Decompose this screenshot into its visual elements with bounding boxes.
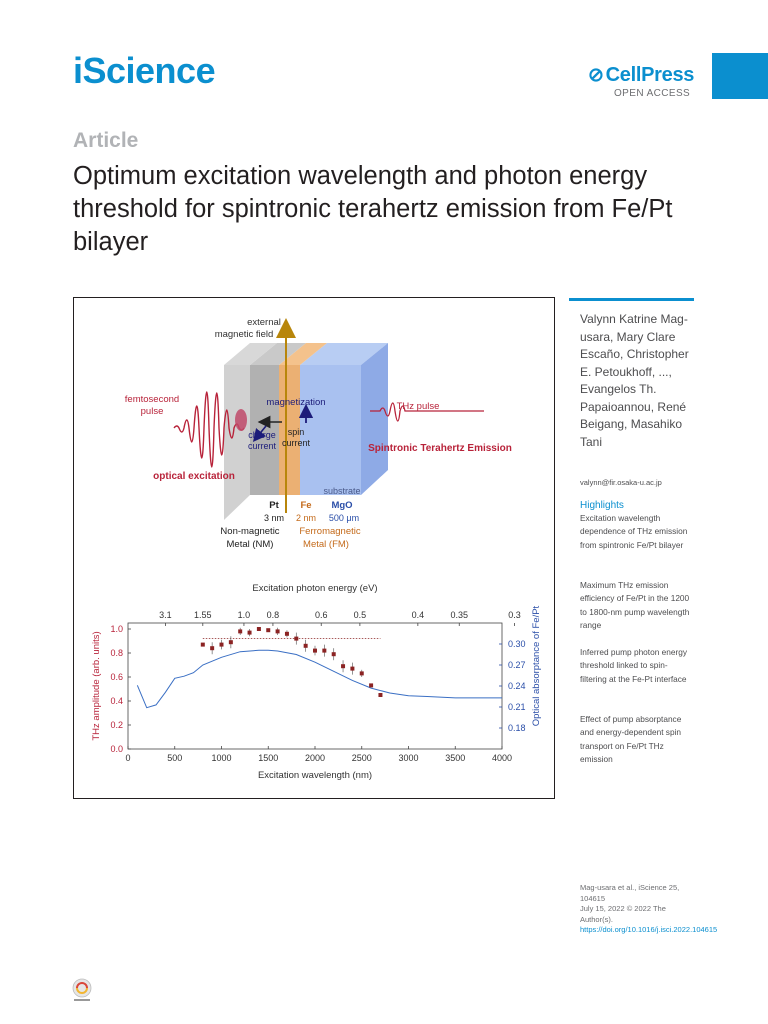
publisher-name: CellPress [605,64,695,86]
x-axis-label: Excitation wavelength (nm) [257,770,373,781]
data-point [350,667,354,671]
x-tick-label: 0 [125,753,131,763]
highlight-item: Inferred pump photon energy threshold linked to spin-filtering at the Fe-Pt interface [580,647,688,684]
absorptance-line [137,650,502,707]
data-point [257,627,261,631]
top-tick-label: 1.55 [194,610,212,620]
data-point [378,693,382,697]
highlight-item: Effect of pump absorptance and energy-dependent spin transport on Fe/Pt THz emission [580,714,682,764]
data-point [229,640,233,644]
nm-label-2: Metal (NM) [226,539,274,550]
top-tick-label: 1.0 [237,610,251,620]
data-point [360,671,364,675]
open-access-label: OPEN ACCESS [614,88,691,99]
y-tick-label: 0.2 [110,720,123,730]
data-point [276,629,280,633]
top-tick-label: 0.5 [353,610,367,620]
top-tick-label: 0.4 [411,610,425,620]
top-tick-label: 0.3 [508,610,521,620]
thz-pulse-label: THz pulse [396,401,440,412]
pulse-label-1: femtosecond [124,394,180,405]
y-tick-label: 0.6 [110,672,123,682]
emission-label: Spintronic Terahertz Emission [368,443,512,454]
fm-label-1: Ferromagnetic [299,526,361,537]
x-tick-label: 1500 [258,753,279,763]
top-axis-label: Excitation photon energy (eV) [252,583,378,594]
spin-label-1: spin [287,427,305,437]
field-label-2: magnetic field [214,329,274,340]
nm-label-1: Non-magnetic [220,526,280,537]
thz-chart [91,583,542,781]
pulse-label-2: pulse [140,406,164,417]
highlights-heading: Highlights [580,500,624,511]
publisher-logo[interactable] [588,64,694,87]
top-tick-label: 0.6 [314,610,328,620]
highlight-item: Excitation wavelength dependence of THz emission from spintronic Fe/Pt bilayer [580,513,688,550]
x-tick-label: 2500 [351,753,372,763]
field-label-1: external [247,317,281,328]
citation-block [580,883,718,936]
layer-pt-name: Pt [269,500,279,511]
charge-label-2: current [247,441,277,451]
data-point [332,652,336,656]
x-tick-label: 3500 [445,753,466,763]
magnetization-label: magnetization [266,397,326,408]
data-point [285,632,289,636]
citation: Mag-usara et al., iScience 25, 104615 [580,883,680,903]
charge-label-1: charge [248,430,276,440]
updates-badge-icon [70,977,94,1003]
x-tick-label: 2000 [304,753,326,763]
article-type: Article [73,129,139,152]
data-point [248,631,252,635]
spin-label-2: current [281,438,311,448]
figure-svg [74,298,554,798]
data-point [294,637,298,641]
author-list: Valynn Katrine Mag-usara, Mary Clare Escaño, Christopher E. Petoukhoff, ..., Evangelos Th. Papaioannou, René Beigang, Masahiko Tani [580,312,689,449]
y2-tick-label: 0.18 [508,723,526,733]
pt-front-side [224,365,250,520]
data-point [322,649,326,653]
top-tick-label: 0.8 [266,610,280,620]
publication-date: July 15, 2022 © 2022 The Author(s). [580,904,666,924]
cellpress-icon: ⊘ [588,65,604,86]
y-axis-label: THz amplitude (arb. units) [91,631,102,741]
x-tick-label: 3000 [398,753,419,763]
y-tick-label: 1.0 [110,624,123,634]
corresponding-email[interactable]: valynn@fir.osaka-u.ac.jp [580,478,662,487]
data-point [313,649,317,653]
x-tick-label: 500 [167,753,183,763]
y2-tick-label: 0.30 [508,639,526,649]
y2-tick-label: 0.21 [508,702,526,712]
sidebar-rule [569,298,694,301]
data-point [220,643,224,647]
corner-tab [712,53,768,99]
top-tick-label: 0.35 [450,610,469,620]
layer-fe-name: Fe [300,500,312,511]
x-tick-label: 4000 [491,753,513,763]
top-tick-label: 3.1 [159,610,172,620]
data-point [369,683,373,687]
chart-marks [110,610,525,763]
y-tick-label: 0.4 [110,696,123,706]
y2-tick-label: 0.24 [508,681,526,691]
data-point [341,664,345,668]
y2-axis-label: Optical absorptance of Fe/Pt [531,605,542,727]
fm-label-2: Metal (FM) [303,539,349,550]
x-tick-label: 1000 [211,753,232,763]
mgo-layer [300,365,361,495]
check-for-updates-badge[interactable] [70,977,94,1003]
data-point [304,644,308,648]
layer-fe-thickness: 2 nm [295,513,317,523]
data-point [201,643,205,647]
y2-tick-label: 0.27 [508,660,526,670]
layer-pt-thickness: 3 nm [263,513,285,523]
data-point [210,646,214,650]
plot-frame [128,623,502,749]
data-point [238,629,242,633]
optical-excitation-label: optical excitation [153,471,235,482]
doi-link[interactable]: https://doi.org/10.1016/j.isci.2022.104615 [580,925,718,934]
article-title: Optimum excitation wavelength and photon energy threshold for spintronic terahertz emission from Fe/Pt bilayer [73,162,673,256]
excitation-spot [235,409,247,431]
substrate-label: substrate [323,486,361,496]
graphical-abstract [73,297,555,799]
data-point [266,628,270,632]
highlight-item: Maximum THz emission efficiency of Fe/Pt in the 1200 to 1800-nm pump wavelength range [580,580,690,630]
journal-logo[interactable]: iScience [73,50,216,91]
y-tick-label: 0.0 [110,744,123,754]
layer-mgo-thickness: 500 μm [328,513,360,523]
mgo-side-face [361,343,388,495]
layer-mgo-name: MgO [331,500,353,511]
y-tick-label: 0.8 [110,648,123,658]
